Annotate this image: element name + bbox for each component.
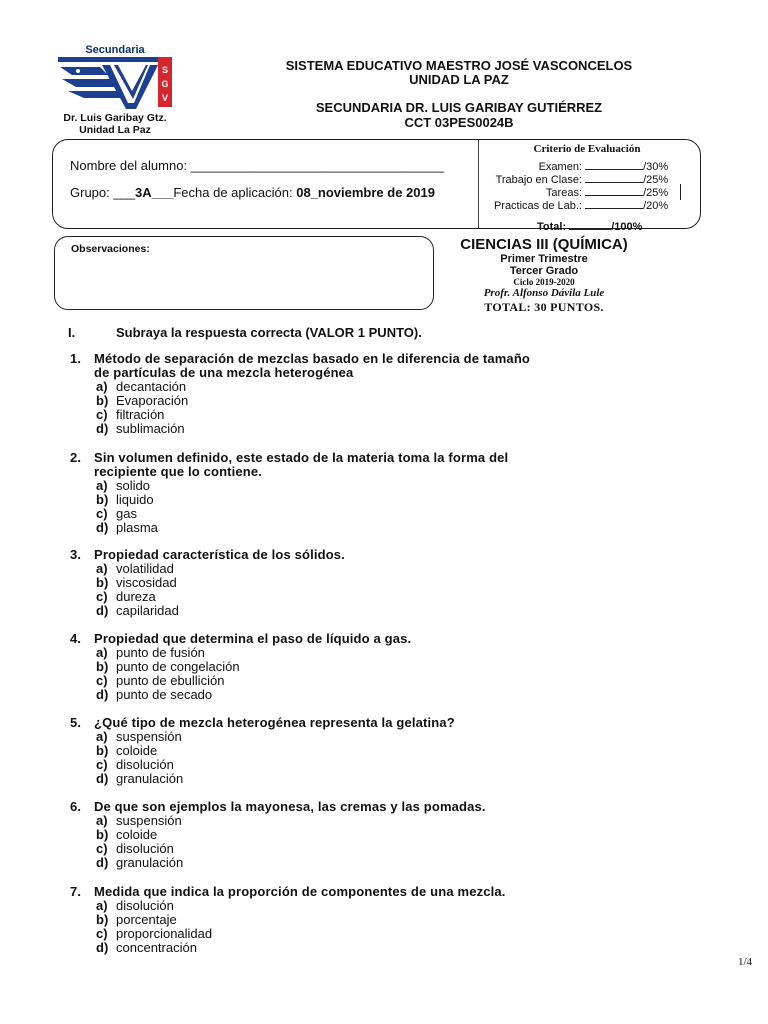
- option-text: viscosidad: [116, 575, 177, 590]
- question-text: [70, 451, 690, 465]
- option-letter: b): [96, 912, 109, 927]
- question-text: [70, 548, 690, 562]
- option-d[interactable]: [70, 772, 690, 786]
- option-c[interactable]: [70, 674, 690, 688]
- option-d[interactable]: [70, 941, 690, 955]
- option-text: sublimación: [116, 421, 185, 436]
- subject-cycle: Ciclo 2019-2020: [513, 277, 575, 287]
- logo-caption: [50, 112, 180, 136]
- option-text: proporcionalidad: [116, 926, 213, 941]
- group-value: 3A___: [135, 185, 174, 200]
- criteria-label: Examen:: [538, 161, 582, 173]
- header-system: SISTEMA EDUCATIVO MAESTRO JOSÉ VASCONCELOS: [285, 58, 633, 73]
- option-a[interactable]: [70, 562, 690, 576]
- option-d[interactable]: [70, 856, 690, 870]
- subject-teacher: Profr. Alfonso Dávila Lule: [483, 287, 605, 299]
- option-text: Evaporación: [116, 393, 189, 408]
- section-text: Subraya la respuesta correcta (VALOR 1 PUNTO).: [116, 325, 422, 340]
- criteria-value: /20%: [643, 200, 669, 212]
- option-c[interactable]: [70, 590, 690, 604]
- question-number: 6.: [70, 799, 82, 814]
- header-unit: UNIDAD LA PAZ: [409, 72, 509, 87]
- option-letter: a): [96, 561, 108, 576]
- option-text: filtración: [116, 407, 165, 422]
- question-3: [70, 548, 690, 618]
- school-logo: [50, 44, 180, 136]
- question-text: [70, 632, 690, 646]
- observations-label: Observaciones:: [71, 243, 150, 255]
- header-cct: CCT 03PES0024B: [404, 115, 514, 130]
- subject-title: CIENCIAS III (QUÍMICA): [460, 236, 628, 253]
- logo-caption-line1: Dr. Luis Garibay Gtz.: [63, 112, 167, 124]
- criteria-row-lab: [483, 199, 673, 212]
- criteria-total-row: [537, 220, 697, 233]
- option-text: punto de secado: [116, 687, 213, 702]
- option-c[interactable]: [70, 408, 690, 422]
- criteria-total-blank[interactable]: [569, 220, 611, 230]
- option-a[interactable]: [70, 380, 690, 394]
- criteria-blank[interactable]: [585, 186, 643, 196]
- option-a[interactable]: [70, 730, 690, 744]
- option-text: gas: [116, 506, 137, 521]
- logo-caption-line2: Unidad La Paz: [79, 124, 151, 136]
- question-line: De que son ejemplos la mayonesa, las cremas y las pomadas.: [94, 799, 486, 814]
- option-letter: b): [96, 659, 109, 674]
- criteria-row-homework: [483, 186, 673, 199]
- option-letter: a): [96, 813, 108, 828]
- option-text: disolución: [116, 898, 174, 913]
- question-line-2: recipiente que lo contiene.: [94, 464, 263, 479]
- question-6: [70, 800, 690, 870]
- group-date-field[interactable]: [70, 185, 435, 200]
- criteria-total-label: Total:: [537, 221, 567, 233]
- option-text: disolución: [116, 757, 174, 772]
- question-4: [70, 632, 690, 702]
- option-b[interactable]: [70, 394, 690, 408]
- criteria-label: Trabajo en Clase:: [495, 174, 582, 186]
- logo-letter-s: S: [161, 65, 169, 75]
- option-text: concentración: [116, 940, 197, 955]
- option-d[interactable]: [70, 688, 690, 702]
- criteria-row-exam: [483, 160, 673, 173]
- option-a[interactable]: [70, 646, 690, 660]
- option-text: disolución: [116, 841, 174, 856]
- logo-letter-g: G: [161, 79, 169, 89]
- question-text: [70, 352, 690, 366]
- option-text: coloide: [116, 827, 158, 842]
- criteria-blank[interactable]: [585, 199, 643, 209]
- question-2: [70, 451, 690, 535]
- option-text: punto de fusión: [116, 645, 205, 660]
- option-letter: c): [96, 506, 108, 521]
- option-text: volatilidad: [116, 561, 174, 576]
- option-a[interactable]: [70, 814, 690, 828]
- question-number: 1.: [70, 351, 82, 366]
- header-school: SECUNDARIA DR. LUIS GARIBAY GUTIÉRREZ: [315, 100, 603, 115]
- option-text: dureza: [116, 589, 156, 604]
- option-c[interactable]: [70, 507, 690, 521]
- text-cursor-mark: [680, 184, 681, 200]
- student-name-field[interactable]: Nombre del alumno: ___________________________________: [70, 158, 444, 173]
- option-letter: a): [96, 379, 108, 394]
- question-number: 7.: [70, 884, 82, 899]
- option-d[interactable]: [70, 521, 690, 535]
- eagle-logo-icon: [58, 57, 174, 113]
- subject-total: TOTAL: 30 PUNTOS.: [484, 300, 604, 314]
- option-a[interactable]: [70, 899, 690, 913]
- section-number: I.: [68, 325, 76, 340]
- option-b[interactable]: [70, 744, 690, 758]
- option-text: suspensión: [116, 813, 182, 828]
- date-label: Fecha de aplicación:: [173, 185, 297, 200]
- page-number: 1/4: [737, 956, 752, 968]
- option-text: punto de ebullición: [116, 673, 225, 688]
- criteria-title: Criterio de Evaluación: [533, 143, 641, 155]
- group-label: Grupo: ___: [70, 185, 136, 200]
- option-text: solido: [116, 478, 150, 493]
- subject-term: Primer Trimestre: [500, 253, 588, 265]
- option-text: coloide: [116, 743, 158, 758]
- option-letter: b): [96, 743, 109, 758]
- option-letter: c): [96, 673, 108, 688]
- option-text: punto de congelación: [116, 659, 240, 674]
- criteria-blank[interactable]: [585, 160, 643, 170]
- option-letter: d): [96, 520, 109, 535]
- option-d[interactable]: [70, 422, 690, 436]
- criteria-blank[interactable]: [585, 173, 643, 183]
- option-a[interactable]: [70, 479, 690, 493]
- date-value: 08_noviembre de 2019: [296, 185, 435, 200]
- option-text: suspensión: [116, 729, 182, 744]
- option-letter: c): [96, 589, 108, 604]
- criteria-label: Practicas de Lab.:: [493, 200, 582, 212]
- question-1: [70, 352, 690, 436]
- question-number: 5.: [70, 715, 82, 730]
- option-b[interactable]: [70, 493, 690, 507]
- question-text: [70, 885, 690, 899]
- question-7: [70, 885, 690, 955]
- option-text: decantación: [116, 379, 187, 394]
- question-line: Propiedad característica de los sólidos.: [94, 547, 345, 562]
- option-c[interactable]: [70, 758, 690, 772]
- option-letter: b): [96, 393, 109, 408]
- option-text: granulación: [116, 771, 184, 786]
- question-number: 4.: [70, 631, 82, 646]
- subject-grade: Tercer Grado: [509, 265, 579, 277]
- question-text: [70, 716, 690, 730]
- section-instructions: [68, 325, 422, 340]
- question-line: ¿Qué tipo de mezcla heterogénea representa la gelatina?: [94, 715, 455, 730]
- logo-top-text: Secundaria: [85, 44, 145, 56]
- option-b[interactable]: [70, 660, 690, 674]
- option-letter: d): [96, 421, 109, 436]
- option-letter: c): [96, 841, 108, 856]
- option-letter: d): [96, 771, 109, 786]
- option-b[interactable]: [70, 913, 690, 927]
- criteria-value: /30%: [643, 161, 669, 173]
- option-letter: d): [96, 687, 109, 702]
- criteria-row-classwork: [483, 173, 673, 186]
- logo-letter-v: V: [161, 93, 169, 103]
- question-text: [70, 800, 690, 814]
- option-letter: a): [96, 898, 108, 913]
- option-c[interactable]: [70, 842, 690, 856]
- option-letter: b): [96, 492, 109, 507]
- criteria-value: /25%: [643, 174, 669, 186]
- option-b[interactable]: [70, 576, 690, 590]
- criteria-value: /25%: [643, 187, 669, 199]
- option-letter: d): [96, 855, 109, 870]
- question-line-2: de partículas de una mezcla heterogénea: [94, 365, 354, 380]
- option-letter: a): [96, 645, 108, 660]
- observations-box[interactable]: [54, 236, 434, 310]
- option-b[interactable]: [70, 828, 690, 842]
- option-letter: a): [96, 729, 108, 744]
- question-line: Propiedad que determina el paso de líquido a gas.: [94, 631, 412, 646]
- option-letter: b): [96, 575, 109, 590]
- question-line: Sin volumen definido, este estado de la materia toma la forma del: [94, 450, 509, 465]
- option-text: granulación: [116, 855, 184, 870]
- option-letter: d): [96, 603, 109, 618]
- option-letter: c): [96, 757, 108, 772]
- box-divider: [478, 140, 479, 228]
- student-info-box: [52, 139, 701, 233]
- option-letter: b): [96, 827, 109, 842]
- option-text: capilaridad: [116, 603, 179, 618]
- criteria-label: Tareas:: [545, 187, 582, 199]
- option-letter: a): [96, 478, 108, 493]
- option-text: porcentaje: [116, 912, 177, 927]
- question-number: 3.: [70, 547, 82, 562]
- question-line: Método de separación de mezclas basado en le diferencia de tamaño: [94, 351, 530, 366]
- option-text: plasma: [116, 520, 158, 535]
- option-letter: d): [96, 940, 109, 955]
- option-letter: c): [96, 407, 108, 422]
- criteria-total-value: /100%: [611, 221, 643, 233]
- option-d[interactable]: [70, 604, 690, 618]
- option-letter: c): [96, 926, 108, 941]
- question-5: [70, 716, 690, 786]
- option-text: liquido: [116, 492, 154, 507]
- question-line: Medida que indica la proporción de componentes de una mezcla.: [94, 884, 506, 899]
- question-number: 2.: [70, 450, 82, 465]
- option-c[interactable]: [70, 927, 690, 941]
